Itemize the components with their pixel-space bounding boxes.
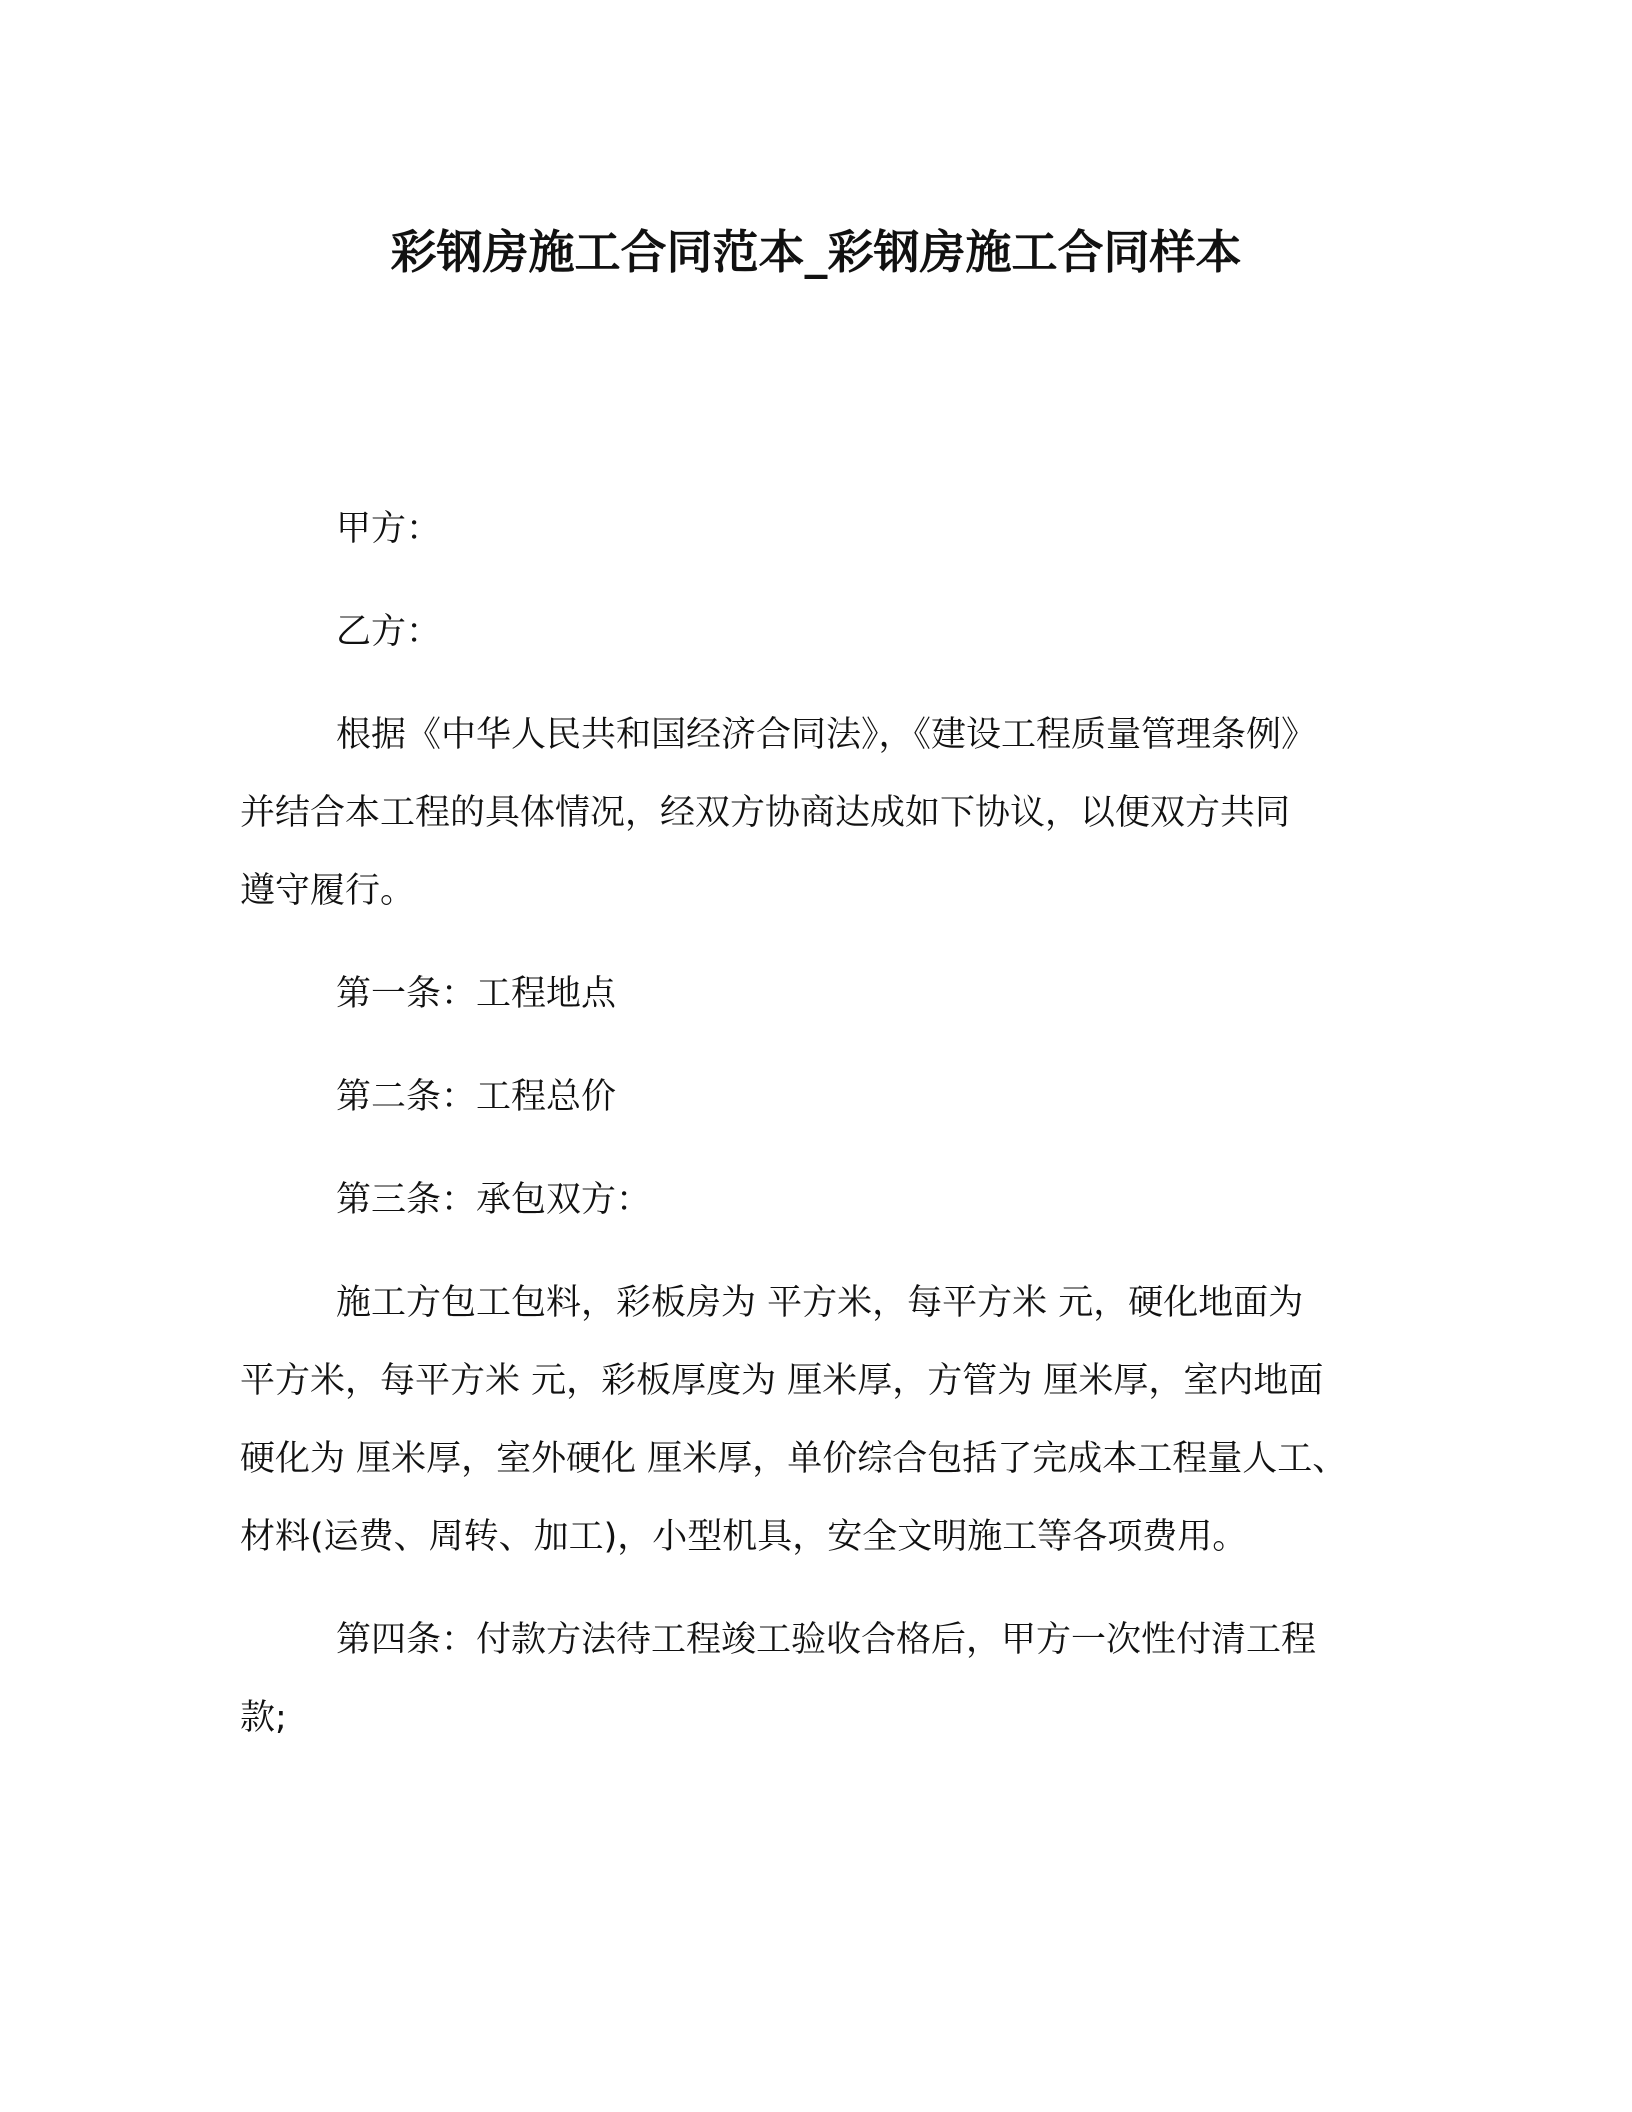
article-4-line: 第四条：付款方法待工程竣工验收合格后，甲方一次性付清工程 [336, 1620, 1317, 1660]
article-4-line: 款; [240, 1698, 287, 1738]
construction-paragraph [240, 1264, 1400, 1576]
preamble-paragraph [240, 696, 1400, 930]
article-4-paragraph [240, 1601, 1400, 1757]
construction-line: 硬化为 厘米厚，室外硬化 厘米厚，单价综合包括了完成本工程量人工、 [240, 1439, 1348, 1479]
party-b-line: 乙方： [336, 612, 442, 652]
article-1: 第一条：工程地点 [336, 974, 617, 1014]
preamble-line: 根据《中华人民共和国经济合同法》，《建设工程质量管理条例》 [336, 715, 1317, 755]
preamble-line: 并结合本工程的具体情况，经双方协商达成如下协议，以便双方共同 [240, 793, 1291, 833]
preamble-line: 遵守履行。 [240, 871, 416, 911]
document-body [240, 490, 1400, 1757]
construction-line: 平方米，每平方米 元，彩板厚度为 厘米厚，方管为 厘米厚，室内地面 [240, 1361, 1324, 1401]
construction-line: 施工方包工包料，彩板房为 平方米，每平方米 元，硬化地面为 [336, 1283, 1304, 1323]
article-3: 第三条：承包双方： [336, 1180, 652, 1220]
article-2: 第二条：工程总价 [336, 1077, 617, 1117]
party-a-line: 甲方： [336, 509, 442, 549]
document-title: 彩钢房施工合同范本_彩钢房施工合同样本 [390, 225, 1242, 279]
construction-line: 材料(运费、周转、加工)，小型机具，安全文明施工等各项费用。 [240, 1517, 1248, 1557]
